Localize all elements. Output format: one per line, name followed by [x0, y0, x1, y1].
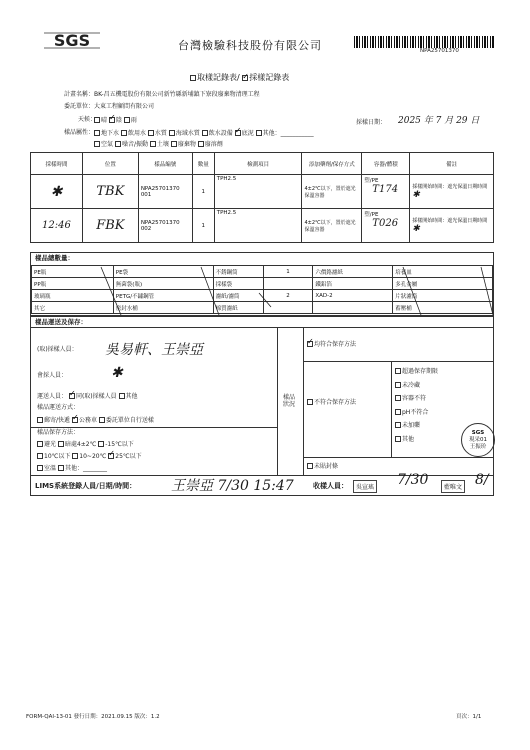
- sgs-stamp: SGS 現采01 王振玠: [461, 423, 495, 457]
- count-strike-lines: [31, 253, 495, 317]
- header-item: 檢測項目: [214, 153, 302, 175]
- company-name: 台灣檢驗科技股份有限公司: [178, 39, 322, 52]
- sampler-label: (取)採樣人員：: [37, 346, 78, 353]
- checkbox-official-car[interactable]: [72, 417, 78, 423]
- witness-label: 會採人員：: [37, 372, 68, 379]
- checkbox-10-20c[interactable]: [72, 453, 78, 459]
- sample-table: [30, 152, 494, 243]
- storage-row-2: 10℃以下 10~20℃ ✓ 25℃以下: [37, 453, 142, 461]
- form-title-sampling: 採樣記錄表: [249, 73, 290, 82]
- row1-remark: 採樣開始時間：遮光保溫日期時間 ✱: [410, 175, 494, 209]
- lims-mark: 8/: [475, 472, 489, 488]
- count-row: PP瓶 無菌袋(瓶) 採樣袋 鐵鋁箔 多孔金屬: [32, 278, 493, 290]
- storage-divider: [31, 427, 277, 428]
- transport-section: [30, 316, 494, 476]
- row1-location: TBK: [82, 175, 138, 209]
- receiver-label: 收樣人員：: [313, 482, 348, 490]
- count-section: [30, 252, 494, 316]
- row1-method: 4±2℃以下，置於遮光保溫容器: [302, 175, 362, 209]
- row2-method: 4±2℃以下，置於遮光保溫容器: [302, 209, 362, 243]
- method-label: 樣品運送方式：: [37, 404, 80, 411]
- header-sample-id: 樣品編號: [138, 153, 192, 175]
- witness-handwritten: ✱: [111, 365, 123, 381]
- date-handwritten: 2025 年 7 月 29 日: [398, 116, 480, 126]
- sgs-logo-mark: [42, 28, 102, 52]
- transport-col-divider: [277, 327, 278, 475]
- checkbox-10c[interactable]: [37, 453, 43, 459]
- receiver-stamp: 吳宣瑤: [353, 480, 377, 493]
- checkbox-cloudy[interactable]: [109, 117, 115, 123]
- lims-label: LIMS系統登錄人員/日期/時間：: [35, 482, 137, 490]
- storage-row-1: 避光 暗處4±2℃ -15℃以下: [37, 441, 134, 449]
- checkbox-container-mismatch[interactable]: [395, 395, 401, 401]
- status-col-divider: [303, 327, 304, 475]
- row2-item: TPH2.5: [214, 209, 302, 243]
- checkbox-status-not-ok[interactable]: [307, 399, 313, 405]
- checkbox-sampling-record[interactable]: [242, 75, 248, 81]
- row2-location: FBK: [82, 209, 138, 243]
- barcode-text: NPA25701370: [420, 48, 459, 54]
- checkbox-waste[interactable]: [171, 141, 177, 147]
- checkbox-status-ok[interactable]: [307, 341, 313, 347]
- lims-section: [30, 472, 494, 496]
- checkbox-sunny[interactable]: [94, 117, 100, 123]
- row1-time: ✱: [31, 175, 83, 209]
- checkbox-drinking-equipment[interactable]: [202, 130, 208, 136]
- table-row: [31, 175, 494, 209]
- footer-page: 頁次：1/1: [456, 714, 482, 720]
- seal-row: 未貼封條: [307, 463, 338, 471]
- weather-label: 天候：: [78, 116, 97, 123]
- checkbox-minus-15c[interactable]: [98, 441, 104, 447]
- form-title-take: 取樣記錄表/: [197, 73, 240, 82]
- storage-row-3: 室溫 其他：________: [37, 465, 107, 473]
- checkbox-sea-water[interactable]: [169, 130, 175, 136]
- header-qty: 數量: [192, 153, 214, 175]
- row2-qty: 1: [192, 209, 214, 243]
- lims-handwritten: 王崇亞 7/30 15:47: [171, 478, 294, 494]
- footer-form: FORM-QAI-13-01 發行日期：2021.09.15 版次：1.2: [26, 714, 160, 720]
- carrier-label: 運送人員：: [37, 393, 68, 400]
- checkbox-groundwater[interactable]: [94, 130, 100, 136]
- checkbox-no-reagent[interactable]: [395, 422, 401, 428]
- row1-container: 塑/PE T174: [362, 175, 410, 209]
- method-options: 郵寄/快遞 ✓ 公務車 委託單位自行送樣: [37, 417, 154, 425]
- receiver-date: 7/30: [397, 472, 429, 488]
- checkbox-carrier-other[interactable]: [119, 393, 125, 399]
- plan-value: BK-昌五機電股份有限公司新竹縣新埔鎮下寮段廢棄物清理工程: [94, 91, 260, 98]
- checkbox-storage-other[interactable]: [58, 465, 64, 471]
- storage-label: 樣品保存方法：: [37, 429, 80, 436]
- checkbox-other[interactable]: [256, 130, 262, 136]
- checkbox-air[interactable]: [94, 141, 100, 147]
- checkbox-sediment[interactable]: [235, 130, 241, 136]
- date-label: 採樣日期：: [356, 119, 387, 126]
- checkbox-25c[interactable]: [108, 453, 114, 459]
- form-title: [190, 72, 289, 83]
- status-ok: ✓均符合保存方法: [307, 341, 356, 349]
- row2-id: NPA25701370 002: [138, 209, 192, 243]
- checkbox-expired[interactable]: [395, 368, 401, 374]
- checkbox-noise[interactable]: [115, 141, 121, 147]
- row2-remark: 採樣開始時間：遮光保溫日期時間 ✱: [410, 209, 494, 243]
- plan-label: 計畫名稱：: [64, 91, 95, 98]
- checkbox-soil[interactable]: [150, 141, 156, 147]
- count-row: 其它 密封水桶 棉質濾紙 蓄壓桶: [32, 302, 493, 314]
- client-value: 大東工程顧問有限公司: [94, 103, 155, 110]
- checkbox-same-sampler[interactable]: [69, 393, 75, 399]
- header-container: 容器/體積: [362, 153, 410, 175]
- type-row-1: 地下水 飲用水 水質 海域水質 飲水設備 ✓ 底泥 其他：___________: [94, 130, 314, 138]
- checkbox-drinking-water[interactable]: [121, 130, 127, 136]
- table-header-row: [31, 153, 494, 175]
- sgs-logo: [42, 28, 102, 52]
- carrier-row: 運送人員： ✓ 同(取)採樣人員 其他: [37, 393, 138, 401]
- transport-title-divider: [31, 327, 493, 328]
- type-row-2: 空氣 噪音/振動 土壤 廢棄物 廢溶劑: [94, 141, 223, 149]
- stamp-2: 藍唯文: [441, 480, 465, 493]
- type-label: 樣品屬性：: [64, 129, 95, 136]
- header-time: 採樣時間: [31, 153, 83, 175]
- sampler-handwritten: 吳易軒、王崇亞: [105, 342, 203, 358]
- svg-text:SGS: SGS: [53, 31, 91, 50]
- transport-title: 樣品運送及保存：: [35, 318, 87, 326]
- header-location: 位置: [82, 153, 138, 175]
- count-title: 樣品總數量：: [35, 254, 74, 262]
- checkbox-no-seal[interactable]: [307, 463, 313, 469]
- count-row: PE瓶 PE袋 不銹鋼筒 1 六價鉻濾紙 培養皿: [32, 266, 493, 278]
- checkbox-ph-mismatch[interactable]: [395, 409, 401, 415]
- checkbox-dark-4c[interactable]: [58, 441, 64, 447]
- checkbox-rain[interactable]: [124, 117, 130, 123]
- row1-item: TPH2.5: [214, 175, 302, 209]
- row1-id: NPA25701370 001: [138, 175, 192, 209]
- checkbox-solvent[interactable]: [198, 141, 204, 147]
- header-remark: 備註: [410, 153, 494, 175]
- table-row: [31, 209, 494, 243]
- barcode: [354, 36, 494, 48]
- client-label: 委託單位：: [64, 103, 95, 110]
- weather-options: 晴 ✓ 陰 雨: [94, 117, 137, 125]
- count-row: 玻璃瓶 PETG/不鏽鋼管 濾紙/濾筒 2 XAD-2 片狀濾筒: [32, 290, 493, 302]
- checkbox-courier[interactable]: [37, 417, 43, 423]
- reasons-list: 超過保存期限 未冷藏 容器不符 pH不符合 未加藥 其他: [395, 365, 438, 446]
- checkbox-client-delivery[interactable]: [99, 417, 105, 423]
- reasons-col-divider: [391, 361, 392, 457]
- row1-qty: 1: [192, 175, 214, 209]
- checkbox-not-chilled[interactable]: [395, 382, 401, 388]
- status-not-ok: 不符合保存方法: [307, 399, 356, 407]
- header-method: 添加藥劑/保存方式: [302, 153, 362, 175]
- row2-container: 塑/PE T026: [362, 209, 410, 243]
- checkbox-take-record[interactable]: [190, 75, 196, 81]
- checkbox-dark[interactable]: [37, 441, 43, 447]
- status-row-divider-2: [303, 457, 493, 458]
- status-row-divider-1: [303, 361, 493, 362]
- checkbox-water-quality[interactable]: [148, 130, 154, 136]
- checkbox-room-temp[interactable]: [37, 465, 43, 471]
- checkbox-reason-other[interactable]: [395, 436, 401, 442]
- status-label: 樣品狀況: [283, 394, 296, 408]
- row2-time: 12:46: [31, 209, 83, 243]
